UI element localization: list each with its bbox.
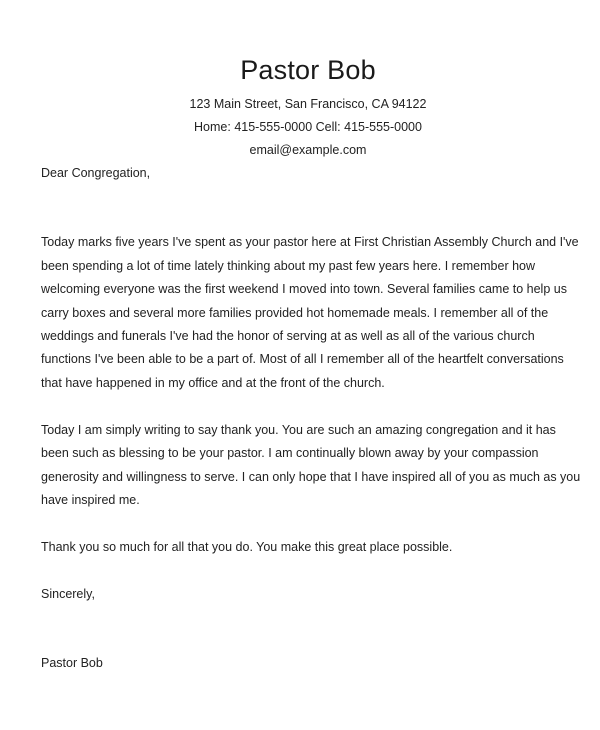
sender-address: 123 Main Street, San Francisco, CA 94122	[189, 97, 427, 111]
sender-name: Pastor Bob	[240, 55, 376, 85]
paragraph-thank-you: Today I am simply writing to say thank you. You are such an amazing congregation and it has been such as blessing to be your pastor. I am continually blown away by your compassion generosity and willingness to serve. I can only hope that I have inspired all of you as much as you have inspired me.	[41, 422, 581, 508]
paragraph-closing-thanks: Thank you so much for all that you do. You make this great place possible.	[41, 540, 453, 555]
letter-body	[41, 162, 581, 676]
signature: Pastor Bob	[41, 656, 103, 671]
sender-email: email@example.com	[249, 143, 367, 157]
paragraph-anniversary: Today marks five years I've spent as your pastor here at First Christian Assembly Church and I've been spending a lot of time lately thinking about my past few years here. I remember how welcoming everyone was the first weekend I moved into town. Several families came to help us carry boxes and several more families provided hot homemade meals. I remember all of the weddings and funerals I've had the honor of serving at as well as all of the various church functions I've been able to be a part of. Most of all I remember all of the heartfelt conversations that have happened in my office and at the front of the church.	[41, 235, 579, 390]
salutation: Dear Congregation,	[41, 166, 151, 180]
closing: Sincerely,	[41, 587, 95, 602]
letterhead	[0, 55, 600, 162]
sender-phones: Home: 415-555-0000 Cell: 415-555-0000	[194, 120, 422, 134]
